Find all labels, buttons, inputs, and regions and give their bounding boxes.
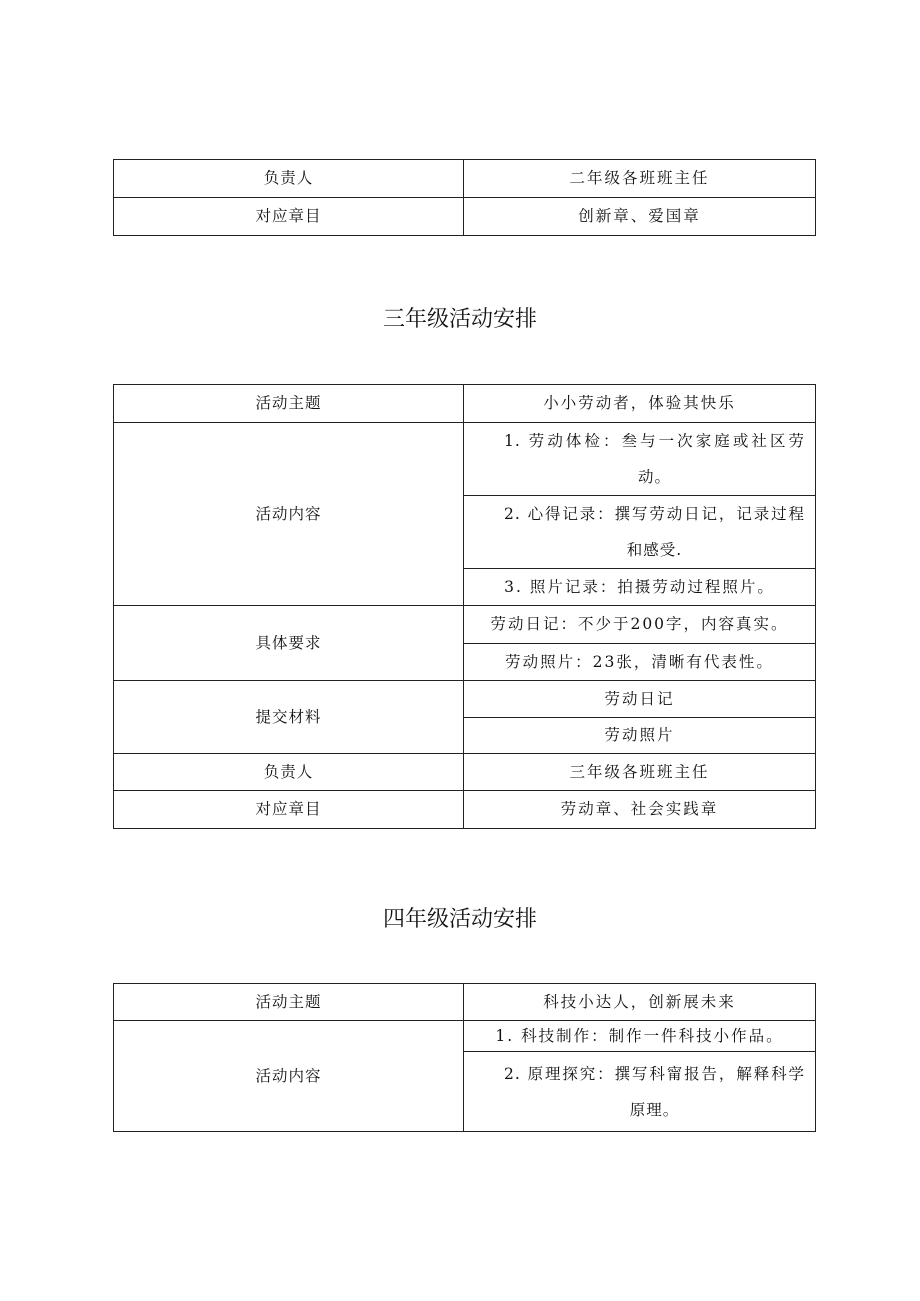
content-item-text: 1. 劳动体检：叁与一次家庭或社区劳动。 [504, 432, 805, 486]
content-item-text: 2. 心得记录：撰写劳动日记，记录过程和感受. [504, 505, 805, 559]
grade4-title: 四年级活动安排 [382, 907, 537, 932]
table-row [114, 984, 816, 1021]
table-row [114, 198, 816, 236]
content-item [464, 423, 816, 496]
material-item: 劳动日记 [464, 681, 816, 718]
table-row [114, 681, 816, 718]
materials-label: 提交材料 [114, 681, 464, 754]
grade2-table [113, 159, 816, 236]
theme-label: 活动主题 [114, 385, 464, 423]
table-row [114, 385, 816, 423]
owner-label: 负责人 [114, 754, 464, 791]
theme-label: 活动主题 [114, 984, 464, 1021]
owner-value: 三年级各班班主任 [464, 754, 816, 791]
grade4-table [113, 983, 816, 1132]
requirements-label: 具体要求 [114, 606, 464, 681]
table-row [114, 754, 816, 791]
table-row [114, 423, 816, 496]
grade3-title: 三年级活动安排 [382, 307, 537, 332]
theme-value: 科技小达人，创新展未来 [464, 984, 816, 1021]
chapter-value: 劳动章、社会实践章 [464, 791, 816, 829]
grade3-table [113, 384, 816, 829]
owner-value: 二年级各班班主任 [464, 160, 816, 198]
content-item [464, 1052, 816, 1132]
chapter-label: 对应章目 [114, 198, 464, 236]
theme-value: 小小劳动者，体验其快乐 [464, 385, 816, 423]
table-row [114, 160, 816, 198]
content-item-text: 2. 原理探究：撰写科甯报告，解释科学原理。 [504, 1064, 805, 1119]
chapter-label: 对应章目 [114, 791, 464, 829]
table-row [114, 791, 816, 829]
content-item [464, 496, 816, 569]
content-label: 活动内容 [114, 1021, 464, 1132]
requirement-item: 劳动日记：不少于200字，内容真实。 [464, 606, 816, 644]
material-item: 劳动照片 [464, 718, 816, 754]
content-label: 活动内容 [114, 423, 464, 606]
table-row [114, 1021, 816, 1052]
requirement-item: 劳动照片：23张，清晰有代表性。 [464, 644, 816, 681]
chapter-value: 创新章、爱国章 [464, 198, 816, 236]
content-item: 3. 照片记录：拍摄劳动过程照片。 [464, 569, 816, 606]
owner-label: 负责人 [114, 160, 464, 198]
table-row [114, 606, 816, 644]
content-item: 1. 科技制作：制作一件科技小作品。 [464, 1021, 816, 1052]
